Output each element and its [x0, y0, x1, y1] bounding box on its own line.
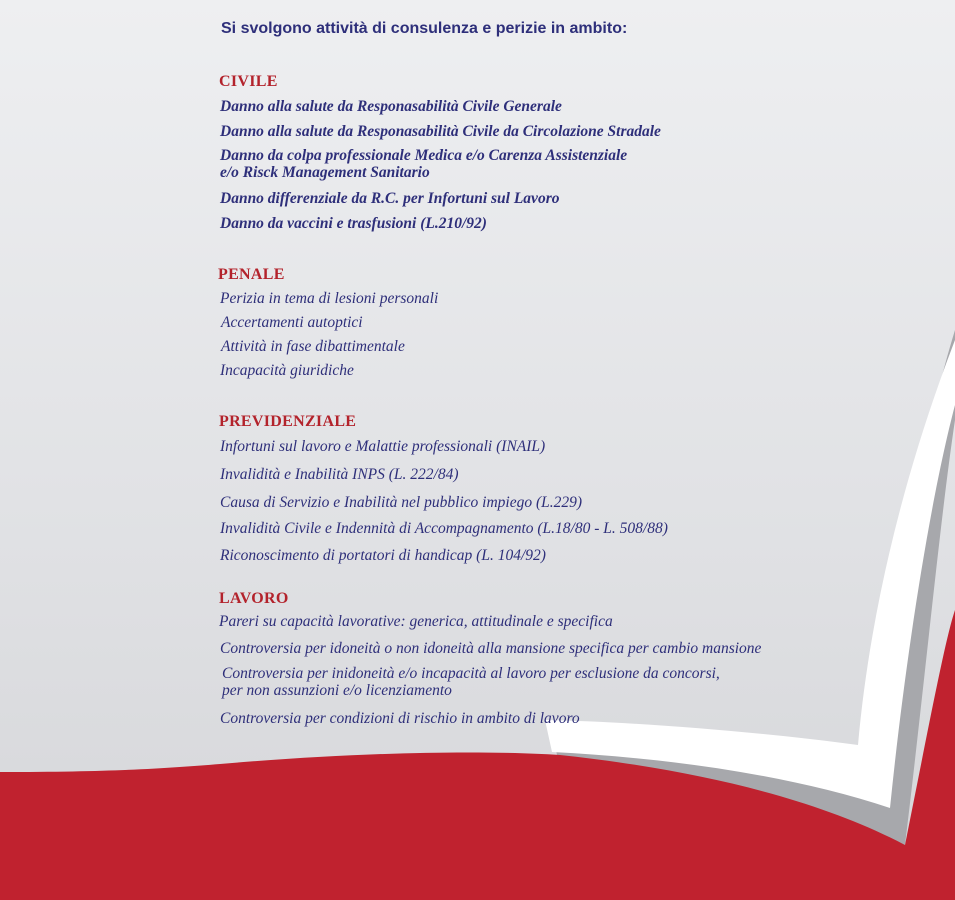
list-item: Infortuni sul lavoro e Malattie professionali (INAIL) — [220, 438, 546, 455]
list-item: Invalidità Civile e Indennità di Accompagnamento (L.18/80 - L. 508/88) — [220, 520, 668, 537]
list-item: e/o Risck Management Sanitario — [220, 164, 430, 181]
list-item: Danno da colpa professionale Medica e/o Carenza Assistenziale — [220, 147, 628, 164]
list-item: Perizia in tema di lesioni personali — [220, 290, 439, 307]
section-heading-lavoro: LAVORO — [219, 590, 289, 607]
section-heading-penale: PENALE — [218, 266, 285, 283]
list-item: Attività in fase dibattimentale — [221, 338, 405, 355]
list-item: Riconoscimento di portatori di handicap (L. 104/92) — [220, 547, 546, 564]
list-item: Controversia per inidoneità e/o incapacità al lavoro per esclusione da concorsi, — [222, 665, 720, 682]
list-item: Danno alla salute da Responasabilità Civile Generale — [220, 98, 562, 115]
list-item: Controversia per idoneità o non idoneità alla mansione specifica per cambio mansione — [220, 640, 762, 657]
list-item: Invalidità e Inabilità INPS (L. 222/84) — [220, 466, 459, 483]
list-item: Pareri su capacità lavorative: generica, attitudinale e specifica — [219, 613, 613, 630]
list-item: Danno alla salute da Responasabilità Civile da Circolazione Stradale — [220, 123, 661, 140]
list-item: Causa di Servizio e Inabilità nel pubblico impiego (L.229) — [220, 494, 583, 511]
list-item: Danno da vaccini e trasfusioni (L.210/92) — [220, 215, 487, 232]
section-heading-previdenziale: PREVIDENZIALE — [219, 413, 357, 430]
list-item: Accertamenti autoptici — [221, 314, 363, 331]
intro-text: Si svolgono attività di consulenza e perizie in ambito: — [221, 20, 628, 37]
list-item: Danno differenziale da R.C. per Infortuni sul Lavoro — [220, 190, 560, 207]
list-item: per non assunzioni e/o licenziamento — [222, 682, 452, 699]
list-item: Incapacità giuridiche — [220, 362, 354, 379]
list-item: Controversia per condizioni di rischio in ambito di lavoro — [220, 710, 580, 727]
section-heading-civile: CIVILE — [219, 73, 278, 90]
